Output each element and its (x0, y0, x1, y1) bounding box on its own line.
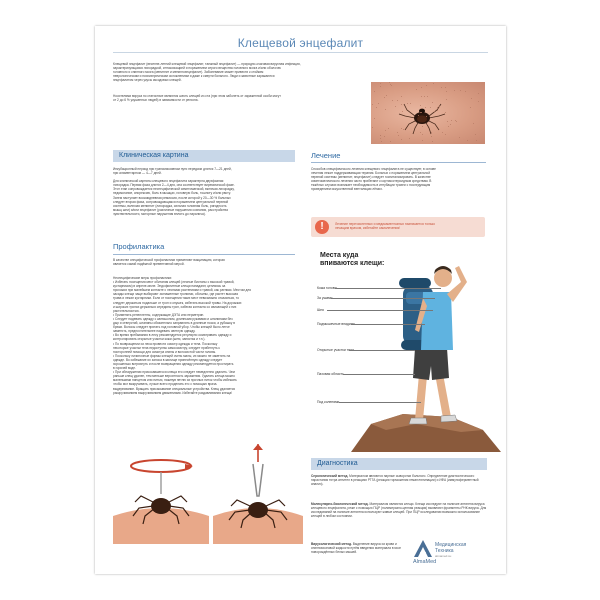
skin-pore (475, 134, 476, 135)
shirt (421, 292, 453, 350)
prevention-divider (113, 254, 295, 255)
warning-text (335, 222, 481, 230)
clinical-line: следует вторая фаза, сопровождающаяся поражением центральной нервной (113, 199, 229, 204)
clinical-line: чувствительности, моторные нарушения вплоть до паралича). (113, 211, 206, 216)
skin-pore (372, 104, 373, 105)
label-behind-ears: За ушами (317, 296, 333, 300)
sleeping-roll (399, 278, 431, 288)
label-groin: Паховая область (317, 372, 344, 376)
label-neck: Шея (317, 308, 324, 312)
leader-line (349, 350, 415, 351)
prevention-line: дыр и отверстий, штанины обязательно заправлять в длинные носки, а рубашку в (113, 321, 235, 326)
tick-on-skin-photo (371, 82, 485, 144)
clinical-line: при алиментарном — 4—7 дней. (113, 171, 162, 176)
treatment-line: симптоматического лечения часто прибегают к кортикостероидным средствам. В (311, 179, 432, 184)
pull-arrowhead (253, 444, 263, 450)
label-scalp: Кожа головы (317, 286, 338, 290)
skin-pore (380, 138, 381, 139)
treatment-line: Способов специфического лечения клещевого энцефалита не существует, в основе (311, 167, 436, 171)
skin-pore (427, 96, 428, 97)
skin-pore (395, 106, 396, 107)
section-diagnostics-header: Диагностика (311, 458, 487, 470)
leader-line (351, 324, 425, 325)
prevention-line: чтобы мог выкручивать, лучше всего проделать это с помощью врача. (113, 382, 218, 387)
skin-pore (473, 123, 474, 124)
prevention-line: • При обнаружении присосавшегося клеща его следует немедленно удалить. Чем (113, 370, 235, 375)
prevention-line: брюки. Волосы следует прятать под головной убор. Чтобы клещей было легче (113, 325, 230, 330)
warning-line: Лечение перечисленных и медикаментозных назначается только (335, 222, 435, 226)
clinical-line: мышц шеи) и/или энцефалит (различные нарушения сознания, расстройства (113, 207, 228, 212)
logo-url: almamed.su (435, 554, 452, 558)
prevention-line: В качестве специфической профилактики применяют вакцинацию, которая (113, 258, 225, 262)
diagnostics-method-title: Вирусологический метод. (311, 542, 352, 546)
prevention-line: является самой надёжной превентивной мерой. (113, 262, 185, 267)
treatment-line: лечения лежит поддерживающая терапия. Больных с поражением центральной (311, 171, 430, 176)
prevention-line: следует держаться подальше от троп и опушек, избегать высокой травы. На дорожках (113, 300, 242, 305)
clinical-line: Инкубационный период при трансмиссивном пути передачи длится 7—21 дней, (113, 167, 232, 171)
skin-pore (397, 132, 398, 133)
prevention-line: • Избегать посещения мест обитания клещей (лесные биотопы с высокой травой, (113, 280, 235, 285)
prevention-intro (113, 258, 297, 266)
section-treatment-header: Лечение (311, 151, 341, 160)
leader-line (339, 402, 421, 403)
treatment-line: тяжёлых случаях возникает необходимость в интубации трахеи с последующим (311, 183, 431, 188)
prevention-line: некоторые участки тела недоступны самоосмотру, следует прибегнуть к (113, 345, 220, 350)
warning-line: лечащим врачом, избегайте самолечения! (335, 226, 401, 231)
clinical-line: лихорадка. Первая фаза длится 2—4 дня, она соответствует виремической фазе. (113, 183, 235, 188)
intro-text-2 (113, 94, 365, 102)
clinical-line: Для клинической картины клещевого энцефалита характерна двухфазная (113, 179, 224, 184)
skin-pore (442, 132, 443, 133)
warning-box (311, 217, 485, 237)
skin-pore (397, 100, 398, 101)
prevention-line: • По возвращении из леса провести осмотр одежды и тела. Поскольку (113, 341, 218, 346)
tick-body-right (248, 502, 268, 518)
rotation-ring (131, 460, 191, 472)
intro-line: энцефалитом через укусы иксодовых клещей. (113, 78, 182, 83)
diagnostics-virology (311, 542, 411, 554)
skin-pore (384, 97, 385, 98)
poster (95, 26, 506, 574)
skin-pore (420, 112, 421, 113)
shorts (413, 348, 449, 380)
diagnostics-molecular (311, 502, 487, 518)
bite-places-title-line: впиваются клещи: (320, 260, 385, 267)
prevention-line: прохожих при малейшем контакте с лесными растениями и травой, как ратники. Местом для (113, 288, 251, 293)
skin-pore (425, 107, 426, 108)
prevention-line: и широких тропах держаться середины троп, избегая контакта со свисающей с них (113, 304, 237, 309)
treatment-divider (311, 162, 486, 163)
logo-line1: Медицинская (435, 542, 467, 548)
page-title: Клещевой энцефалит (237, 36, 364, 50)
prevention-line: одежде. Во избежание их заноса в жилище принесённую одежду следует (113, 357, 223, 362)
prevention-line: кустарником) в апреле-июле. Эндофилитные клещи нападают, цепляясь за (113, 284, 226, 289)
skin-pore (391, 85, 392, 86)
skin-pore (426, 116, 427, 117)
right-leg (435, 374, 451, 418)
tick-removal-illustration (113, 444, 303, 544)
bite-places-title-line: Места куда (320, 252, 359, 259)
prevention-line: раскручиванием выкручиванием движениями. Избегайте раздавливания клеща! (113, 390, 233, 395)
prevention-line: раньше клещ удален, тем меньше вероятность заражения. Удалять клеща можно (113, 374, 235, 379)
logo-brand: AlmaMed (413, 559, 437, 565)
skin-pore (421, 96, 422, 97)
tick-illustration (371, 82, 485, 144)
skin-pore (398, 135, 399, 136)
skin-pore (380, 135, 381, 136)
prevention-line: посторонней помощи для осмотра спины и волосистой части головы. (113, 349, 217, 354)
title-divider (113, 52, 488, 53)
right-shoe (441, 415, 457, 422)
section-prevention-header: Профилактика (113, 242, 165, 251)
label-behind-knees: Под коленями (317, 400, 340, 404)
leader-line (331, 298, 435, 299)
diagnostics-method-text: Выделение вируса из крови и спинномозговой жидкости путём введения материала в мозг новорождённых белых мышей. (311, 542, 401, 555)
prevention-line: • Применять репелленты, содержащие ДЭТА или перметрин. (113, 312, 205, 317)
prevention-line: маленькими пинцетом или нитью, накинув петлю из прочных ниток чтобы избежать (113, 378, 237, 383)
tick-body-left (151, 498, 171, 514)
treatment-line: проведением искусственной вентиляции лёгких. (311, 187, 383, 192)
tweezers-right (253, 464, 263, 496)
prevention-line: засады клещи чаще выбирают заглаженные тропинки, обочины, где растет высокая (113, 292, 239, 297)
intro-line: Клещевой энцефалит (весенне-летний клещевой энцефалит, таежный энцефалит) — природно-очаговая вирусная инфекция, (113, 62, 301, 66)
skin-pore (409, 138, 410, 139)
treatment-text (311, 167, 487, 192)
clinical-line: недомогание, анорексию, боль в мышцах, головную боль, тошноту и/или рвоту. (113, 191, 231, 196)
prevention-list (113, 276, 299, 395)
clinical-line: Затем наступает восьмидневная ремиссия, после которой у 20—30 % больных (113, 195, 231, 200)
skin-pore (418, 115, 419, 116)
prevention-line: трава и лежат кустарники. Если от посещения таких мест невозможно отказаться, то (113, 296, 239, 301)
prevention-line: • Поскольку личиночные формы клещей очень малы, их можно не заметить на (113, 353, 231, 358)
almamed-logo (413, 539, 467, 565)
logo-icon (413, 539, 433, 559)
prevention-line: заметить, предпочтительнее надевать светлую одежду. (113, 329, 196, 334)
head (434, 269, 452, 287)
intro-line: характеризующаяся лихорадкой, интоксикацией и поражением серого вещества головного мозга и/или оболочек (113, 66, 281, 71)
intro-line: неврологическим и психиатрическим осложнениям и даже к смерти больного. Люди и животные заражаются (113, 74, 275, 79)
diagnostics-method-title: Молекулярно-биологический метод. (311, 502, 369, 506)
prevention-line: хорошенько встряхнуть и после возвращения одежду рекомендуется простирать (113, 361, 234, 366)
intro-line: от 2 до 6 % укушенных людей) в зависимости от региона. (113, 98, 199, 103)
prevention-line: растительностью. (113, 308, 140, 313)
section-clinical-header: Клиническая картина (113, 150, 295, 162)
left-leg (415, 374, 427, 420)
label-exposed-skin: Открытые участки тела (317, 348, 354, 352)
clinical-line: Этот этап сопровождается неспецифической симптоматикой, включая лихорадку, (113, 187, 235, 192)
skin-pore (385, 130, 386, 131)
clinical-line: системы, включая менингит (лихорадка, сильная головная боль, ригидность (113, 203, 227, 208)
prevention-line: Неспецифические меры профилактики: (113, 276, 172, 280)
diagnostics-method-text: Материалом являются клещи. Клещи исследуют на наличие антигена вируса клещевого энцефалита, реже с помощью ПЦР (полимеразно-цепная реакция) выявляют фрагменты РНК вируса. Для исследований на наличие антигена используют живые клещей. При ПЦР исследовании возможно использование клещей в любом состоянии. (311, 502, 487, 519)
clinical-text (113, 167, 297, 216)
prevention-line: • Следует надевать одежду с капюшоном, длинными рукавами и штанинами без (113, 316, 233, 321)
prevention-line: в горячей воде. (113, 366, 136, 371)
skin-pore (401, 104, 402, 105)
leader-line (343, 374, 415, 375)
prevention-line: • Во время пребывания в лесу рекомендуется регулярно осматривать одежду и (113, 333, 232, 338)
prevention-line: контролировать открытые участки кожи (шею, запястья и т.п.). (113, 337, 206, 342)
skin-pore (385, 109, 386, 110)
intro-line: головного и спинного мозга (менингит и менингоэнцефалит). Заболевание может привести к стойким (113, 70, 264, 75)
skin-pore (445, 87, 446, 88)
leader-line (335, 288, 441, 289)
skin-pore (439, 106, 440, 107)
hiker-illustration (311, 252, 501, 452)
leader-line (327, 310, 433, 311)
exclamation-icon: ! (315, 220, 329, 234)
diagnostics-method-title: Серологический метод. (311, 474, 349, 478)
prevention-line: выдергивание. Вращать присасывание специальные устройства. Клещ удаляется (113, 386, 236, 391)
treatment-line: нервной системы (менингит, энцефалит) следует госпитализировать. В качестве (311, 175, 431, 180)
logo-line2: Техника (435, 548, 454, 554)
left-shoe (409, 418, 427, 424)
diagnostics-serology (311, 474, 487, 486)
diagnostics-method-text: Материалом являются парные сыворотки больного. Определение диагностического нарастания титра антител в реакциях РТГА (реакция торможения гемагглютинации) и ИФА (иммуноферментный анализ). (311, 474, 479, 487)
label-armpits: Подмышечные впадины (317, 322, 356, 326)
skin-pore (403, 129, 404, 130)
intro-text (113, 62, 365, 82)
intro-line: Носителями вируса по статистике являются шесть клещей из ста (при этом заболеть от зараженной особи могут (113, 94, 281, 98)
